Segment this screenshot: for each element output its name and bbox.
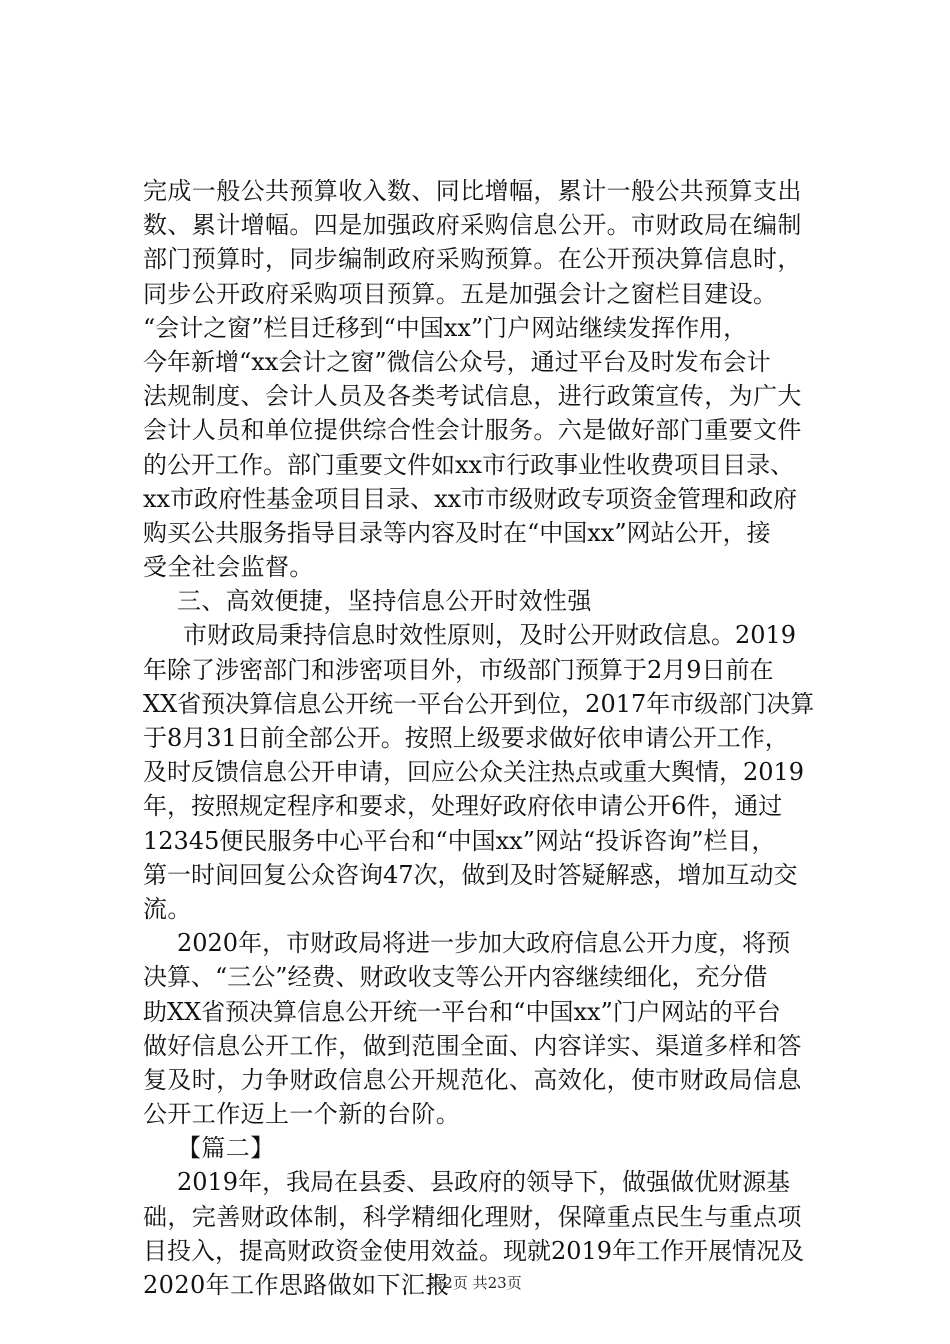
- text-line: 法规制度、会计人员及各类考试信息，进行政策宣传，为广大: [143, 382, 802, 411]
- text-line: 础，完善财政体制，科学精细化理财，保障重点民生与重点项: [143, 1202, 802, 1231]
- document-body: [143, 174, 823, 1302]
- text-line: 数、累计增幅。四是加强政府采购信息公开。市财政局在编制: [143, 211, 802, 240]
- text-line: 及时反馈信息公开申请，回应公众关注热点或重大舆情，2019: [143, 758, 805, 787]
- text-line: “会计之窗”栏目迁移到“中国xx”门户网站继续发挥作用，: [143, 313, 748, 342]
- text-line: 完成一般公共预算收入数、同比增幅，累计一般公共预算支出: [143, 177, 802, 205]
- text-line: 的公开工作。部门重要文件如xx市行政事业性收费项目目录、: [143, 450, 795, 479]
- section-heading: 【篇二】: [177, 1134, 275, 1163]
- page-footer: 第2页 共23页: [428, 1274, 522, 1292]
- text-line: 购买公共服务指导目录等内容及时在“中国xx”网站公开，接: [143, 518, 771, 547]
- text-line: 目投入，提高财政资金使用效益。现就2019年工作开展情况及: [143, 1236, 805, 1265]
- text-line: XX省预决算信息公开统一平台公开到位，2017年市级部门决算: [143, 689, 815, 718]
- text-line: 部门预算时，同步编制政府采购预算。在公开预决算信息时，: [143, 245, 802, 274]
- text-line: 复及时，力争财政信息公开规范化、高效化，使市财政局信息: [143, 1065, 802, 1094]
- text-line: 受全社会监督。: [143, 553, 314, 582]
- text-line: 做好信息公开工作，做到范围全面、内容详实、渠道多样和答: [143, 1031, 802, 1060]
- text-line: 今年新增“xx会计之窗”微信公众号，通过平台及时发布会计: [143, 347, 771, 376]
- text-line: 决算、“三公”经费、财政收支等公开内容继续细化，充分借: [143, 963, 768, 992]
- text-line: 年，按照规定程序和要求，处理好政府依申请公开6件，通过: [143, 792, 783, 821]
- text-line: 流。: [143, 894, 192, 923]
- text-line: xx市政府性基金项目目录、xx市市级财政专项资金管理和政府: [143, 484, 798, 513]
- text-line: 2020年工作思路做如下汇报: [143, 1271, 450, 1299]
- text-line: 年除了涉密部门和涉密项目外，市级部门预算于2月9日前在: [143, 655, 774, 684]
- text-line: 2019年，我局在县委、县政府的领导下，做强做优财源基: [177, 1168, 791, 1197]
- text-line: 于8月31日前全部公开。按照上级要求做好依申请公开工作，: [143, 724, 789, 752]
- text-line: 市财政局秉持信息时效性原则，及时公开财政信息。2019: [183, 621, 797, 650]
- section-heading: 三、高效便捷，坚持信息公开时效性强: [177, 587, 592, 616]
- text-line: 第一时间回复公众咨询47次，做到及时答疑解惑，增加互动交: [143, 860, 798, 889]
- text-line: 助XX省预决算信息公开统一平台和“中国xx”门户网站的平台: [143, 997, 781, 1026]
- text-line: 公开工作迈上一个新的台阶。: [143, 1100, 461, 1129]
- text-line: 同步公开政府采购项目预算。五是加强会计之窗栏目建设。: [143, 279, 778, 308]
- text-line: 2020年，市财政局将进一步加大政府信息公开力度，将预: [177, 929, 791, 958]
- text-line: 会计人员和单位提供综合性会计服务。六是做好部门重要文件: [143, 416, 802, 445]
- text-line: 12345便民服务中心平台和“中国xx”网站“投诉咨询”栏目，: [143, 826, 776, 855]
